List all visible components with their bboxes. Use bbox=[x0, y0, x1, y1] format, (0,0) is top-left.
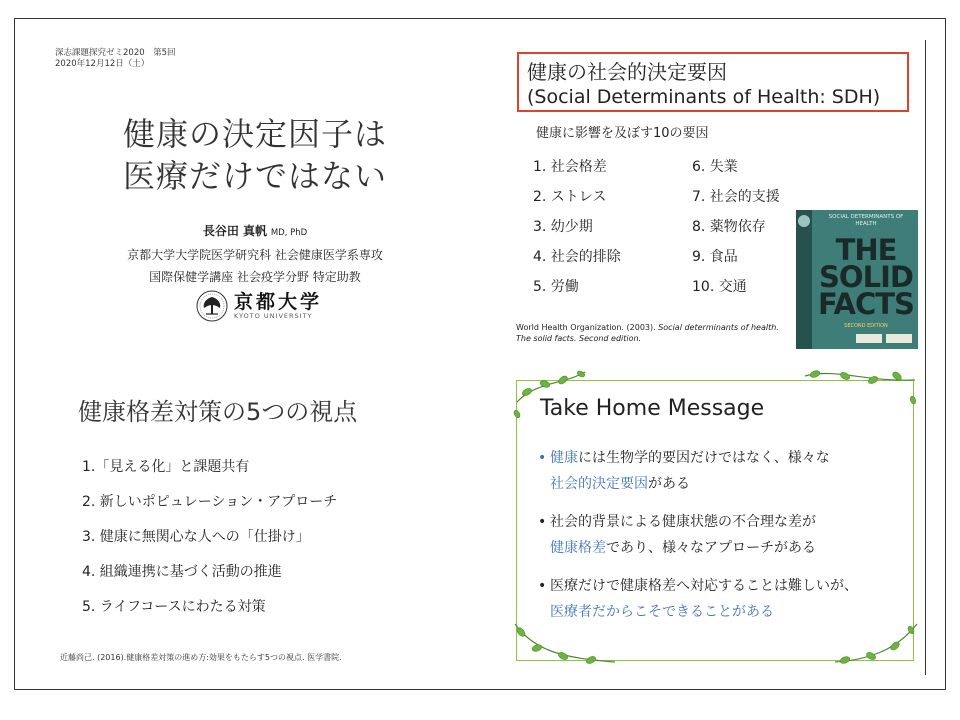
book-title-line-3: FACTS bbox=[818, 287, 914, 321]
book-title-line-1: THE bbox=[835, 233, 897, 267]
slide-divider bbox=[925, 40, 926, 675]
list-item bbox=[538, 445, 908, 497]
main-title bbox=[55, 113, 455, 197]
affiliation-line-1: 京都大学大学院医学研究科 社会健康医学系専攻 bbox=[127, 248, 383, 262]
bullet-marker: • bbox=[538, 450, 547, 466]
list-item bbox=[538, 573, 908, 625]
take-home-bullets bbox=[538, 445, 908, 637]
book-publisher-logos bbox=[856, 334, 912, 343]
author-block bbox=[60, 220, 450, 288]
sdh-title-line-2: (Social Determinants of Health: SDH) bbox=[527, 86, 881, 108]
five-perspectives-title: 健康格差対策の5つの視点 bbox=[78, 398, 358, 426]
book-edition: SECOND EDITION bbox=[844, 323, 888, 329]
highlight-health: 健康 bbox=[550, 450, 578, 466]
bullet-1-text-2: がある bbox=[648, 476, 690, 492]
bullet-3-text-1: 医療だけで健康格差へ対応することは難しいが、 bbox=[550, 578, 858, 594]
book-title-line-2: SOLID bbox=[819, 260, 913, 294]
logo-jp-text: 京都大学 bbox=[234, 291, 323, 313]
list-item: 2. ストレス bbox=[533, 189, 607, 205]
affiliation-line-2: 国際保健学講座 社会疫学分野 特定助教 bbox=[149, 270, 361, 284]
logo-wordmark bbox=[234, 292, 322, 320]
sdh-title-box bbox=[517, 52, 909, 112]
who-emblem-icon bbox=[798, 215, 810, 227]
author-degree: MD, PhD bbox=[270, 228, 308, 238]
list-item: 4. 社会的排除 bbox=[533, 249, 621, 265]
list-item: 8. 薬物依存 bbox=[692, 219, 766, 235]
sdh-title-line-1: 健康の社会的決定要因 bbox=[527, 60, 727, 84]
list-item: 7. 社会的支援 bbox=[692, 189, 780, 205]
bullet-marker: • bbox=[538, 514, 547, 530]
book-series-text: SOCIAL DETERMINANTS OF HEALTH bbox=[828, 214, 904, 227]
list-item: 6. 失業 bbox=[692, 159, 738, 175]
bullet-1-text-1: には生物学的要因だけではなく、様々な bbox=[578, 450, 830, 466]
reference-kondo: 近藤尚己. (2016).健康格差対策の進め方:効果をもたらす5つの視点. 医学書院. bbox=[60, 653, 342, 662]
list-item: 2. 新しいポピュレーション・アプローチ bbox=[82, 494, 338, 510]
book-spine-band bbox=[796, 210, 812, 349]
list-item: 1. 社会格差 bbox=[533, 159, 607, 175]
bullet-2-text-1: 社会的背景による健康状態の不合理な差が bbox=[550, 514, 816, 530]
list-item: 3. 健康に無関心な人への「仕掛け」 bbox=[82, 529, 310, 545]
meta-line-2: 2020年12月12日（土） bbox=[55, 59, 150, 69]
highlight-sdh: 社会的決定要因 bbox=[550, 476, 648, 492]
reference-who-italic: Social determinants of health. The solid facts. Second edition. bbox=[516, 323, 779, 343]
main-title-line-2: 医療だけではない bbox=[122, 157, 387, 195]
reference-who bbox=[516, 322, 796, 344]
list-item: 3. 幼少期 bbox=[533, 219, 593, 235]
take-home-title: Take Home Message bbox=[540, 396, 765, 421]
factor-list-left bbox=[533, 152, 621, 302]
book-title bbox=[816, 233, 916, 321]
list-item: 1.「見える化」と課題共有 bbox=[82, 459, 250, 475]
bullet-marker: • bbox=[538, 578, 547, 594]
list-item: 10. 交通 bbox=[692, 279, 747, 295]
list-item bbox=[538, 509, 908, 561]
solid-facts-book-cover bbox=[796, 210, 918, 349]
list-item: 4. 組織連携に基づく活動の推進 bbox=[82, 564, 282, 580]
sdh-subtitle: 健康に影響を及ぼす10の要因 bbox=[536, 126, 709, 141]
logo-en-text: KYOTO UNIVERSITY bbox=[234, 312, 313, 320]
factor-list-right bbox=[692, 152, 780, 302]
lecture-meta bbox=[55, 48, 176, 70]
highlight-health-gap: 健康格差 bbox=[550, 540, 606, 556]
author-line bbox=[60, 220, 450, 244]
meta-line-1: 深志課題探究ゼミ2020 第5回 bbox=[55, 48, 176, 58]
bullet-2-text-2: であり、様々なアプローチがある bbox=[606, 540, 816, 556]
highlight-medical-professionals: 医療者だからこそできることがある bbox=[550, 604, 774, 620]
five-perspectives-list bbox=[82, 450, 337, 625]
list-item: 5. ライフコースにわたる対策 bbox=[82, 599, 266, 615]
university-emblem-icon bbox=[196, 290, 228, 322]
kyoto-university-logo bbox=[196, 290, 322, 322]
reference-who-plain: World Health Organization. (2003). bbox=[516, 323, 659, 332]
list-item: 9. 食品 bbox=[692, 249, 738, 265]
main-title-line-1: 健康の決定因子は bbox=[122, 115, 387, 153]
author-name: 長谷田 真帆 bbox=[202, 224, 267, 238]
list-item: 5. 労働 bbox=[533, 279, 579, 295]
